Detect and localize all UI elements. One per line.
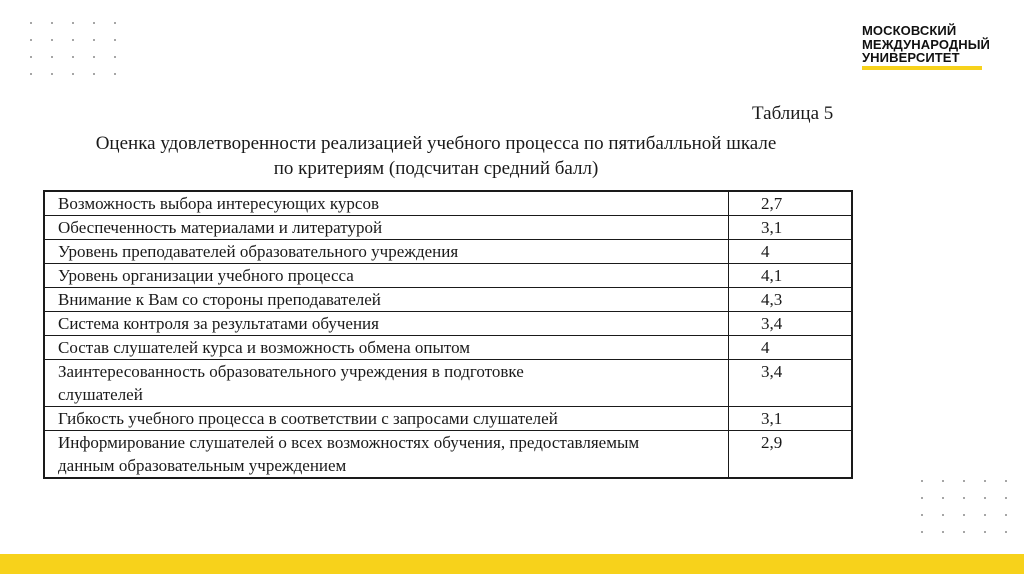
decorative-dot (30, 56, 32, 58)
decorative-dot (51, 39, 53, 41)
criterion-cell: Обеспеченность материалами и литературой (44, 216, 729, 240)
criterion-cell: Информирование слушателей о всех возможностях обучения, предоставляемым данным образовательным учреждением (44, 431, 729, 479)
score-cell: 4 (729, 240, 853, 264)
decorative-dot (963, 497, 965, 499)
table-number: Таблица 5 (752, 103, 834, 124)
table-row (44, 336, 852, 360)
decorative-dot (114, 73, 116, 75)
decorative-dot (921, 497, 923, 499)
decorative-dot (984, 514, 986, 516)
decorative-dot (30, 73, 32, 75)
score-cell: 3,4 (729, 312, 853, 336)
logo-line-3: УНИВЕРСИТЕТ (862, 50, 960, 65)
decorative-dot (72, 39, 74, 41)
decorative-dot (114, 39, 116, 41)
decorative-dot (93, 39, 95, 41)
criterion-cell: Уровень преподавателей образовательного учреждения (44, 240, 729, 264)
score-cell: 4 (729, 336, 853, 360)
criterion-cell: Состав слушателей курса и возможность обмена опытом (44, 336, 729, 360)
decorative-dot (921, 531, 923, 533)
decorative-dot (93, 56, 95, 58)
decorative-dot (72, 56, 74, 58)
decorative-dot (51, 73, 53, 75)
score-cell: 2,9 (729, 431, 853, 479)
criterion-cell: Внимание к Вам со стороны преподавателей (44, 288, 729, 312)
score-cell: 3,4 (729, 360, 853, 407)
table-title-line-2: по критериям (подсчитан средний балл) (273, 158, 599, 179)
scores-table (43, 190, 853, 479)
table-row (44, 216, 852, 240)
decorative-dot (963, 480, 965, 482)
decorative-dot (30, 39, 32, 41)
criterion-cell: Система контроля за результатами обучения (44, 312, 729, 336)
decorative-dot (984, 531, 986, 533)
logo-line-1: МОСКОВСКИЙ (862, 23, 957, 38)
decorative-dot-grid (30, 22, 116, 75)
criterion-cell: Гибкость учебного процесса в соответствии с запросами слушателей (44, 407, 729, 431)
decorative-dot (942, 480, 944, 482)
score-cell: 4,1 (729, 264, 853, 288)
table-row (44, 191, 852, 216)
criterion-cell: Возможность выбора интересующих курсов (44, 191, 729, 216)
table-row (44, 407, 852, 431)
decorative-dot (72, 22, 74, 24)
criterion-cell: Заинтересованность образовательного учреждения в подготовке слушателей (44, 360, 729, 407)
decorative-dot (30, 22, 32, 24)
table-row (44, 312, 852, 336)
decorative-dot (942, 514, 944, 516)
decorative-dot (51, 56, 53, 58)
table-row (44, 240, 852, 264)
decorative-dot (984, 497, 986, 499)
table-row (44, 360, 852, 407)
decorative-dot (114, 22, 116, 24)
decorative-dot (942, 531, 944, 533)
bottom-accent-bar (0, 554, 1024, 574)
score-cell: 3,1 (729, 407, 853, 431)
logo-line-2: МЕЖДУНАРОДНЫЙ (862, 36, 990, 52)
score-cell: 3,1 (729, 216, 853, 240)
score-cell: 2,7 (729, 191, 853, 216)
decorative-dot (942, 497, 944, 499)
decorative-dot (963, 514, 965, 516)
decorative-dot-grid (921, 480, 1007, 533)
table-title-line-1: Оценка удовлетворенности реализацией учебного процесса по пятибалльной шкале (95, 133, 777, 154)
decorative-dot (93, 73, 95, 75)
decorative-dot (963, 531, 965, 533)
table-row (44, 288, 852, 312)
decorative-dot (93, 22, 95, 24)
decorative-dot (921, 480, 923, 482)
table-row (44, 264, 852, 288)
decorative-dot (921, 514, 923, 516)
decorative-dot (984, 480, 986, 482)
logo-accent-bar (862, 66, 982, 70)
criterion-cell: Уровень организации учебного процесса (44, 264, 729, 288)
decorative-dot (1005, 531, 1007, 533)
university-logo (862, 24, 990, 65)
decorative-dot (1005, 497, 1007, 499)
decorative-dot (1005, 480, 1007, 482)
score-cell: 4,3 (729, 288, 853, 312)
decorative-dot (72, 73, 74, 75)
decorative-dot (114, 56, 116, 58)
decorative-dot (51, 22, 53, 24)
decorative-dot (1005, 514, 1007, 516)
table-row (44, 431, 852, 479)
table-title (0, 131, 872, 181)
